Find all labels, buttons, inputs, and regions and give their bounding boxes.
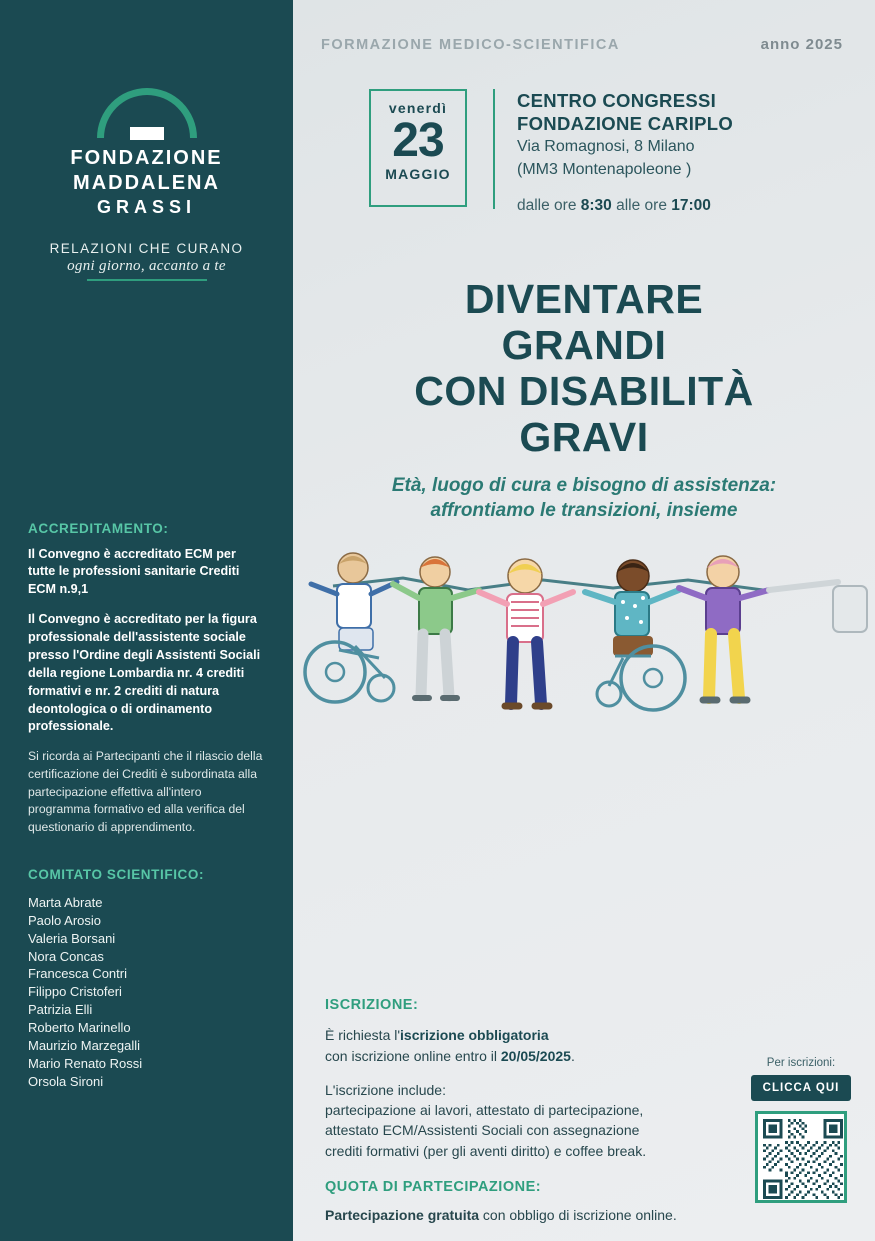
- subtitle-line-1: Età, luogo di cura e bisogno di assistenza:: [391, 475, 777, 497]
- child-6-partial: [769, 582, 867, 632]
- logo-line-3: GRASSI: [96, 197, 196, 217]
- accreditation-paragraph-2: Il Convegno è accreditato per la figura professionale dell'assistente sociale presso l'Ordine degli Assistenti Sociali della regione Lombardia nr. 4 crediti formativi e nr. 2 crediti di natura deontologica o di ordinamento professionale.: [28, 612, 261, 734]
- list-item: Marta Abrate: [28, 894, 103, 910]
- fee-rest: con obbligo di iscrizione online.: [479, 1207, 677, 1223]
- subtitle-line-2: affrontiamo le transizioni, insieme: [430, 500, 738, 522]
- top-bar: [293, 0, 875, 53]
- registration-panel: [293, 997, 875, 1241]
- title-line-1: DIVENTARE: [464, 275, 704, 322]
- committee-title: COMITATO SCIENTIFICO:: [28, 866, 205, 882]
- cta-label: Per iscrizioni:: [766, 1057, 836, 1069]
- event-year: anno 2025: [760, 36, 843, 53]
- list-item: Mario Renato Rossi: [28, 1056, 143, 1072]
- left-sidebar: [0, 0, 293, 1241]
- accreditation-paragraph-3: Si ricorda ai Partecipanti che il rilascio della certificazione dei Crediti è subordinata alla partecipazione effettiva all'intero programma formativo ed alla verifica del questionario di apprendimento.: [28, 749, 263, 834]
- event-kicker: FORMAZIONE MEDICO-SCIENTIFICA: [321, 37, 620, 53]
- page-title: [293, 277, 875, 461]
- registration-requirement: [325, 1025, 847, 1045]
- date-day: 23: [392, 114, 444, 167]
- accreditation-paragraph-1: Il Convegno è accreditato ECM per tutte le professioni sanitarie Crediti ECM n.9,1: [28, 546, 240, 597]
- venue-hours: [517, 197, 733, 215]
- includes-line-3: crediti formativi (per gli aventi diritto) e coffee break.: [325, 1142, 647, 1159]
- organization-logo: [28, 88, 265, 281]
- logo-tagline-italic: ogni giorno, accanto a te: [67, 257, 226, 274]
- deadline-suffix: .: [570, 1047, 575, 1064]
- vertical-divider: [493, 89, 495, 209]
- includes-title: L'iscrizione include:: [325, 1081, 446, 1098]
- fee-title: QUOTA DI PARTECIPAZIONE:: [325, 1179, 542, 1195]
- clicca-qui-button[interactable]: CLICCA QUI: [751, 1075, 851, 1101]
- requirement-bold: iscrizione obbligatoria: [400, 1027, 549, 1044]
- fee-detail: [325, 1207, 847, 1223]
- date-weekday: venerdì: [388, 100, 448, 116]
- accreditation-section: [28, 521, 265, 837]
- title-line-4: GRAVI: [519, 413, 649, 460]
- list-item: Paolo Arosio: [28, 912, 101, 928]
- scientific-committee-section: [28, 867, 265, 1091]
- deadline-date: 20/05/2025: [500, 1047, 571, 1064]
- children-illustration: [293, 546, 875, 746]
- date-month: MAGGIO: [385, 166, 451, 183]
- includes-line-2: attestato ECM/Assistenti Sociali con assegnazione: [325, 1122, 640, 1139]
- title-line-3: CON DISABILITÀ: [414, 367, 754, 414]
- list-item: Francesca Contri: [28, 966, 127, 982]
- list-item: Orsola Sironi: [28, 1074, 104, 1090]
- list-item: Valeria Borsani: [28, 930, 116, 946]
- logo-line-1: FONDAZIONE: [70, 147, 223, 169]
- logo-tagline-upper: RELAZIONI CHE CURANO: [49, 240, 244, 256]
- fee-bold: Partecipazione gratuita: [325, 1207, 480, 1223]
- venue-name-line-1: CENTRO CONGRESSI: [517, 90, 717, 111]
- requirement-prefix: È richiesta l': [325, 1027, 401, 1044]
- hours-start: 8:30: [580, 196, 612, 214]
- venue-name-line-2: FONDAZIONE CARIPLO: [517, 113, 734, 135]
- hours-mid: alle ore: [611, 196, 672, 214]
- registration-cta-block: [751, 1057, 851, 1203]
- venue-block: [517, 89, 733, 215]
- illustration-svg: [293, 546, 875, 746]
- list-item: Patrizia Elli: [28, 1002, 93, 1018]
- includes-line-1: partecipazione ai lavori, attestato di partecipazione,: [325, 1102, 644, 1119]
- child-5: [679, 556, 769, 700]
- list-item: Filippo Cristoferi: [28, 984, 122, 1000]
- qr-code-icon: [763, 1119, 843, 1199]
- committee-member-list: [28, 894, 265, 1091]
- logo-wordmark: [28, 146, 265, 219]
- date-venue-row: [369, 89, 875, 215]
- qr-code[interactable]: [755, 1111, 847, 1203]
- hours-end: 17:00: [671, 196, 711, 214]
- logo-line-2: MADDALENA: [73, 172, 220, 194]
- deadline-prefix: con iscrizione online entro il: [325, 1047, 501, 1064]
- arc-logo-icon: [97, 88, 197, 138]
- child-1: [305, 553, 397, 702]
- page-subtitle: [293, 474, 875, 523]
- date-box: [369, 89, 467, 207]
- main-panel: [293, 0, 875, 1241]
- logo-tagline: [28, 241, 265, 281]
- venue-address: Via Romagnosi, 8 Milano: [517, 138, 695, 156]
- title-line-2: GRANDI: [501, 321, 667, 368]
- list-item: Roberto Marinello: [28, 1020, 131, 1036]
- list-item: Nora Concas: [28, 948, 104, 964]
- accreditation-title: ACCREDITAMENTO:: [28, 520, 169, 536]
- list-item: Maurizio Marzegalli: [28, 1038, 140, 1054]
- venue-transit: (MM3 Montenapoleone ): [517, 161, 692, 179]
- registration-title: ISCRIZIONE:: [325, 997, 419, 1014]
- tagline-divider: [87, 279, 207, 281]
- hours-prefix: dalle ore: [517, 196, 581, 214]
